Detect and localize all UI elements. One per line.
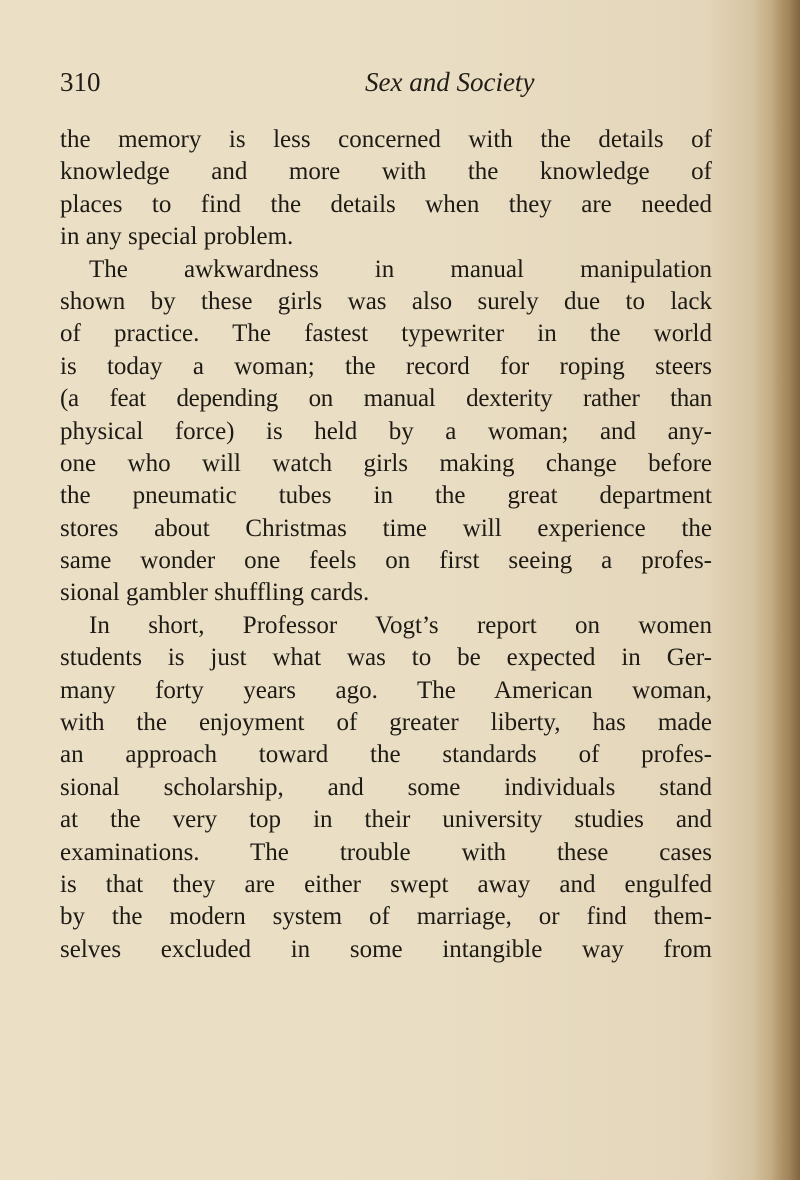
text-line: sional gambler shuffling cards. xyxy=(60,579,370,607)
text-line: examinations. The trouble with these cases xyxy=(60,838,712,866)
text-line: is that they are either swept away and engulfed xyxy=(60,870,712,898)
text-line: In short, Professor Vogt’s report on women xyxy=(89,611,712,639)
text-line: shown by these girls was also surely due to lack xyxy=(60,287,712,315)
text-line: many forty years ago. The American woman, xyxy=(60,676,712,704)
text-line: of practice. The fastest typewriter in the world xyxy=(60,320,712,348)
body-text xyxy=(60,124,760,966)
text-line: selves excluded in some intangible way from xyxy=(60,935,712,963)
text-line: places to find the details when they are needed xyxy=(60,190,712,218)
text-line: by the modern system of marriage, or find them- xyxy=(60,903,712,931)
text-line: one who will watch girls making change before xyxy=(60,449,712,477)
text-line: the pneumatic tubes in the great department xyxy=(60,482,712,510)
text-line: knowledge and more with the knowledge of xyxy=(60,158,712,186)
page-number: 310 xyxy=(60,67,101,97)
text-line: stores about Christmas time will experience the xyxy=(60,514,712,542)
text-line: same wonder one feels on first seeing a profes- xyxy=(60,547,712,575)
text-line: The awkwardness in manual manipulation xyxy=(89,255,712,283)
text-line: physical force) is held by a woman; and any- xyxy=(60,417,712,445)
text-line: (a feat depending on manual dexterity rather than xyxy=(60,385,712,413)
text-line: the memory is less concerned with the details of xyxy=(60,126,712,153)
page-edge-shadow xyxy=(772,0,800,1180)
text-line: is today a woman; the record for roping steers xyxy=(60,352,712,380)
text-line: in any special problem. xyxy=(60,223,294,251)
text-line: at the very top in their university studies and xyxy=(60,806,712,834)
running-head: Sex and Society xyxy=(365,67,535,97)
text-line: with the enjoyment of greater liberty, has made xyxy=(60,709,712,737)
text-line: an approach toward the standards of profes- xyxy=(60,741,712,769)
text-line: sional scholarship, and some individuals stand xyxy=(60,773,712,801)
page-header xyxy=(60,62,740,102)
text-line: students is just what was to be expected in Ger- xyxy=(60,644,712,672)
